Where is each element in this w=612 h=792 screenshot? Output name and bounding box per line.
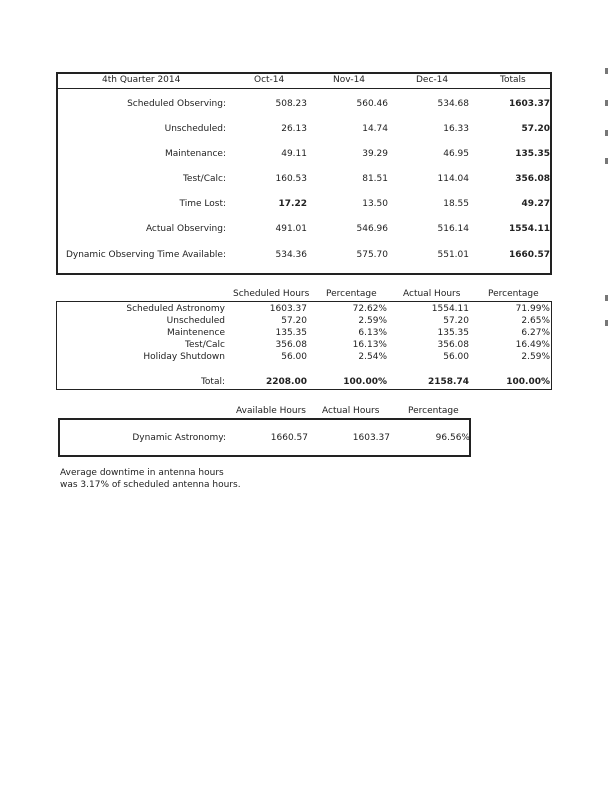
percentage-total: 100.00% bbox=[343, 377, 387, 387]
total-row bbox=[57, 377, 551, 389]
nov-value: 81.51 bbox=[362, 174, 388, 184]
summary-table-header bbox=[56, 289, 552, 301]
percentage-value: 2.65% bbox=[521, 316, 550, 326]
actual-hours-value: 1603.37 bbox=[352, 433, 390, 443]
actual-hours-value: 56.00 bbox=[443, 352, 469, 362]
totals-header: Totals bbox=[500, 75, 526, 85]
scheduled-hours-value: 1603.37 bbox=[269, 304, 307, 314]
dec-value: 516.14 bbox=[437, 224, 469, 234]
scheduled-hours-header: Scheduled Hours bbox=[233, 289, 310, 299]
downtime-note bbox=[60, 467, 360, 491]
table-row bbox=[58, 174, 550, 188]
row-label: Dynamic Observing Time Available: bbox=[65, 250, 226, 260]
oct-value: 534.36 bbox=[275, 250, 307, 260]
total-value: 1660.57 bbox=[509, 250, 550, 260]
percentage-total: 100.00% bbox=[506, 377, 550, 387]
nov-value: 546.96 bbox=[356, 224, 388, 234]
row-label: Scheduled Astronomy bbox=[126, 304, 225, 314]
dynamic-table-header bbox=[56, 406, 476, 418]
dec-value: 46.95 bbox=[443, 149, 469, 159]
row-label: Unscheduled bbox=[166, 316, 225, 326]
scan-mark bbox=[605, 295, 608, 301]
nov-value: 13.50 bbox=[362, 199, 388, 209]
summary-hours-table bbox=[56, 301, 552, 390]
oct-value: 508.23 bbox=[275, 99, 307, 109]
note-line: Average downtime in antenna hours bbox=[60, 468, 224, 478]
actual-hours-header: Actual Hours bbox=[322, 406, 380, 416]
table-row bbox=[58, 224, 550, 238]
table-row bbox=[58, 99, 550, 113]
table-row bbox=[58, 149, 550, 163]
scheduled-hours-value: 135.35 bbox=[275, 328, 307, 338]
row-label: Dynamic Astronomy: bbox=[132, 433, 226, 443]
oct-value: 49.11 bbox=[281, 149, 307, 159]
percentage-header: Percentage bbox=[326, 289, 377, 299]
scan-mark bbox=[605, 68, 608, 74]
percentage-value: 2.59% bbox=[521, 352, 550, 362]
actual-hours-value: 57.20 bbox=[443, 316, 469, 326]
available-hours-header: Available Hours bbox=[236, 406, 306, 416]
row-label: Unscheduled: bbox=[164, 124, 226, 134]
row-label: Holiday Shutdown bbox=[143, 352, 225, 362]
row-label: Maintenence bbox=[167, 328, 225, 338]
percentage-value: 16.13% bbox=[352, 340, 387, 350]
actual-hours-value: 356.08 bbox=[437, 340, 469, 350]
percentage-header: Percentage bbox=[488, 289, 539, 299]
actual-hours-value: 1554.11 bbox=[431, 304, 469, 314]
quarter-observing-table bbox=[56, 72, 552, 275]
dec-value: 551.01 bbox=[437, 250, 469, 260]
quarter-label-header: 4th Quarter 2014 bbox=[102, 75, 181, 85]
percentage-header: Percentage bbox=[408, 406, 459, 416]
nov-value: 560.46 bbox=[356, 99, 388, 109]
percentage-value: 6.27% bbox=[521, 328, 550, 338]
row-label: Time Lost: bbox=[179, 199, 226, 209]
table-row bbox=[57, 352, 551, 364]
percentage-value: 2.59% bbox=[358, 316, 387, 326]
percentage-value: 96.56% bbox=[435, 433, 470, 443]
note-line: was 3.17% of scheduled antenna hours. bbox=[60, 480, 241, 490]
scheduled-hours-value: 57.20 bbox=[281, 316, 307, 326]
row-label: Actual Observing: bbox=[145, 224, 226, 234]
table-row bbox=[57, 328, 551, 340]
scan-mark bbox=[605, 320, 608, 326]
scan-edge-marks bbox=[605, 40, 608, 400]
scheduled-hours-total: 2208.00 bbox=[266, 377, 307, 387]
table-row bbox=[60, 433, 469, 445]
row-label: Test/Calc bbox=[184, 340, 225, 350]
table-row bbox=[58, 199, 550, 213]
actual-hours-value: 135.35 bbox=[437, 328, 469, 338]
percentage-value: 72.62% bbox=[352, 304, 387, 314]
total-value: 49.27 bbox=[521, 199, 550, 209]
quarter-table-header bbox=[58, 74, 550, 89]
nov-header: Nov-14 bbox=[333, 75, 366, 85]
percentage-value: 16.49% bbox=[515, 340, 550, 350]
oct-value: 26.13 bbox=[281, 124, 307, 134]
table-row bbox=[58, 250, 550, 264]
scheduled-hours-value: 56.00 bbox=[281, 352, 307, 362]
scan-mark bbox=[605, 158, 608, 164]
total-value: 135.35 bbox=[515, 149, 550, 159]
dec-value: 114.04 bbox=[437, 174, 469, 184]
total-value: 1554.11 bbox=[509, 224, 550, 234]
dynamic-astronomy-table bbox=[58, 418, 471, 457]
nov-value: 575.70 bbox=[356, 250, 388, 260]
oct-value: 17.22 bbox=[278, 199, 307, 209]
table-row bbox=[58, 124, 550, 138]
scan-mark bbox=[605, 100, 608, 106]
scheduled-hours-value: 356.08 bbox=[275, 340, 307, 350]
row-label: Scheduled Observing: bbox=[127, 99, 226, 109]
scan-mark bbox=[605, 130, 608, 136]
total-value: 57.20 bbox=[521, 124, 550, 134]
nov-value: 39.29 bbox=[362, 149, 388, 159]
percentage-value: 71.99% bbox=[515, 304, 550, 314]
total-value: 356.08 bbox=[515, 174, 550, 184]
table-row bbox=[57, 304, 551, 316]
percentage-value: 6.13% bbox=[358, 328, 387, 338]
percentage-value: 2.54% bbox=[358, 352, 387, 362]
dec-header: Dec-14 bbox=[416, 75, 449, 85]
oct-value: 160.53 bbox=[275, 174, 307, 184]
nov-value: 14.74 bbox=[362, 124, 388, 134]
row-label: Maintenance: bbox=[165, 149, 226, 159]
oct-header: Oct-14 bbox=[254, 75, 285, 85]
dec-value: 534.68 bbox=[437, 99, 469, 109]
actual-hours-header: Actual Hours bbox=[403, 289, 461, 299]
total-value: 1603.37 bbox=[509, 99, 550, 109]
actual-hours-total: 2158.74 bbox=[428, 377, 469, 387]
table-row bbox=[57, 340, 551, 352]
dec-value: 16.33 bbox=[443, 124, 469, 134]
dec-value: 18.55 bbox=[443, 199, 469, 209]
table-row bbox=[57, 316, 551, 328]
row-label: Test/Calc: bbox=[182, 174, 226, 184]
available-hours-value: 1660.57 bbox=[270, 433, 308, 443]
row-label: Total: bbox=[200, 377, 225, 387]
oct-value: 491.01 bbox=[275, 224, 307, 234]
